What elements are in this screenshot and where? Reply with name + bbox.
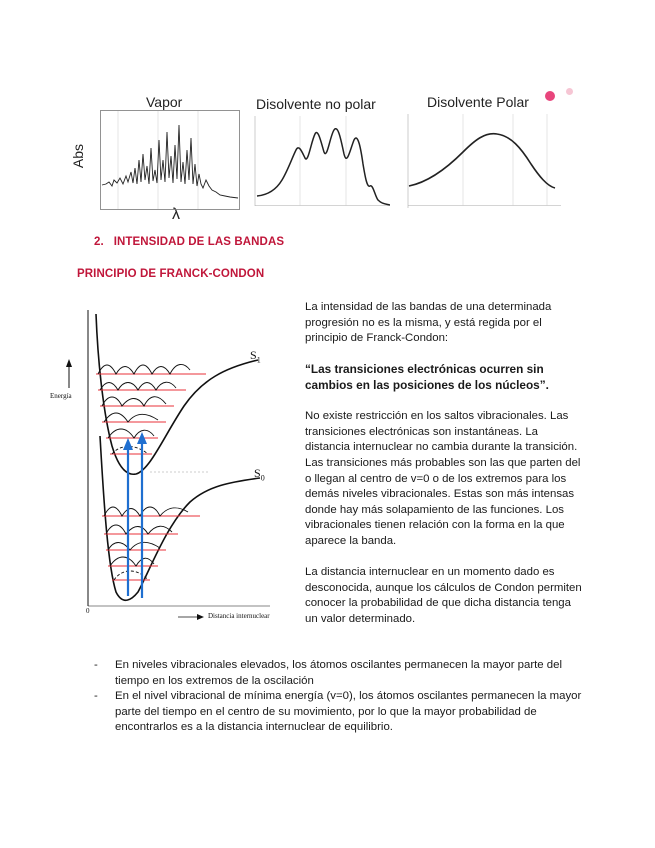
spectrum-vapor-x-label: λ [172, 206, 180, 223]
spectrum-polar-plot [407, 114, 561, 208]
bullet-list [94, 658, 584, 736]
spectrum-vapor-title: Vapor [146, 94, 183, 110]
bullet-text: En niveles vibracionales elevados, los átomos oscilantes permanecen la mayor parte del tiempo en los extremos de la oscilación [115, 659, 563, 687]
diagram-s1-label: $S_1$ [250, 348, 261, 365]
section-number: 2. [94, 236, 104, 248]
decorative-dot-light [566, 88, 573, 95]
spectrum-nonpolar-plot [254, 116, 390, 206]
diagram-origin: 0 [86, 607, 90, 615]
bullet-text: En el nivel vibracional de mínima energía (v=0), los átomos oscilantes permanecen la mayor parte del tiempo en el centro de su movimiento, por lo que la mayor probabilidad de encontrarlos es a la distancia internuclear de equilibrio. [115, 690, 582, 734]
section-heading [94, 236, 284, 248]
bullet-marker: - [94, 659, 98, 671]
spectrum-vapor-y-label: Abs [70, 143, 87, 169]
spectrum-vapor-plot [100, 110, 240, 210]
paragraph-transitions: No existe restricción en los saltos vibracionales. Las transiciones electrónicas son instantáneas. La distancia internuclear no cambia durante la transición. Las transiciones más probables son las que parten del o llegan al centro de v=0 o de los extremos para los demás niveles vibracionales. Estas son más intensas donde hay más solapamiento de las funciones. Los vibracionales tienen relación con la forma en la que aparece la banda. [305, 410, 581, 547]
principle-quote: “Las transiciones electrónicas ocurren sin cambios en las posiciones de los núcleos”. [305, 362, 549, 392]
bullet-marker: - [94, 690, 98, 703]
list-item [94, 658, 584, 689]
spectrum-nonpolar-title: Disolvente no polar [256, 96, 376, 112]
section-title: INTENSIDAD DE LAS BANDAS [113, 236, 285, 248]
spectrum-polar-title: Disolvente Polar [427, 94, 529, 110]
franck-condon-diagram [50, 306, 300, 626]
diagram-s0-label: $S_0$ [254, 466, 265, 483]
subsection-heading: PRINCIPIO DE FRANCK-CONDON [77, 268, 265, 280]
paragraph-intro: La intensidad de las bandas de una determinada progresión no es la misma, y está regida por el principio de Franck-Condon: [305, 301, 552, 345]
franck-condon-text [305, 300, 583, 643]
list-item [94, 689, 584, 736]
spectrum-nonpolar [252, 92, 392, 212]
paragraph-condon: La distancia internuclear en un momento dado es desconocida, aunque los cálculos de Condon permiten conocer la probabilidad de que dicha distancia tenga un valor determinado. [305, 566, 582, 625]
spectrum-polar [405, 92, 565, 212]
diagram-y-label: Energía [50, 392, 72, 400]
diagram-x-label: Distancia internuclear [208, 612, 270, 620]
spectrum-vapor [70, 92, 246, 228]
